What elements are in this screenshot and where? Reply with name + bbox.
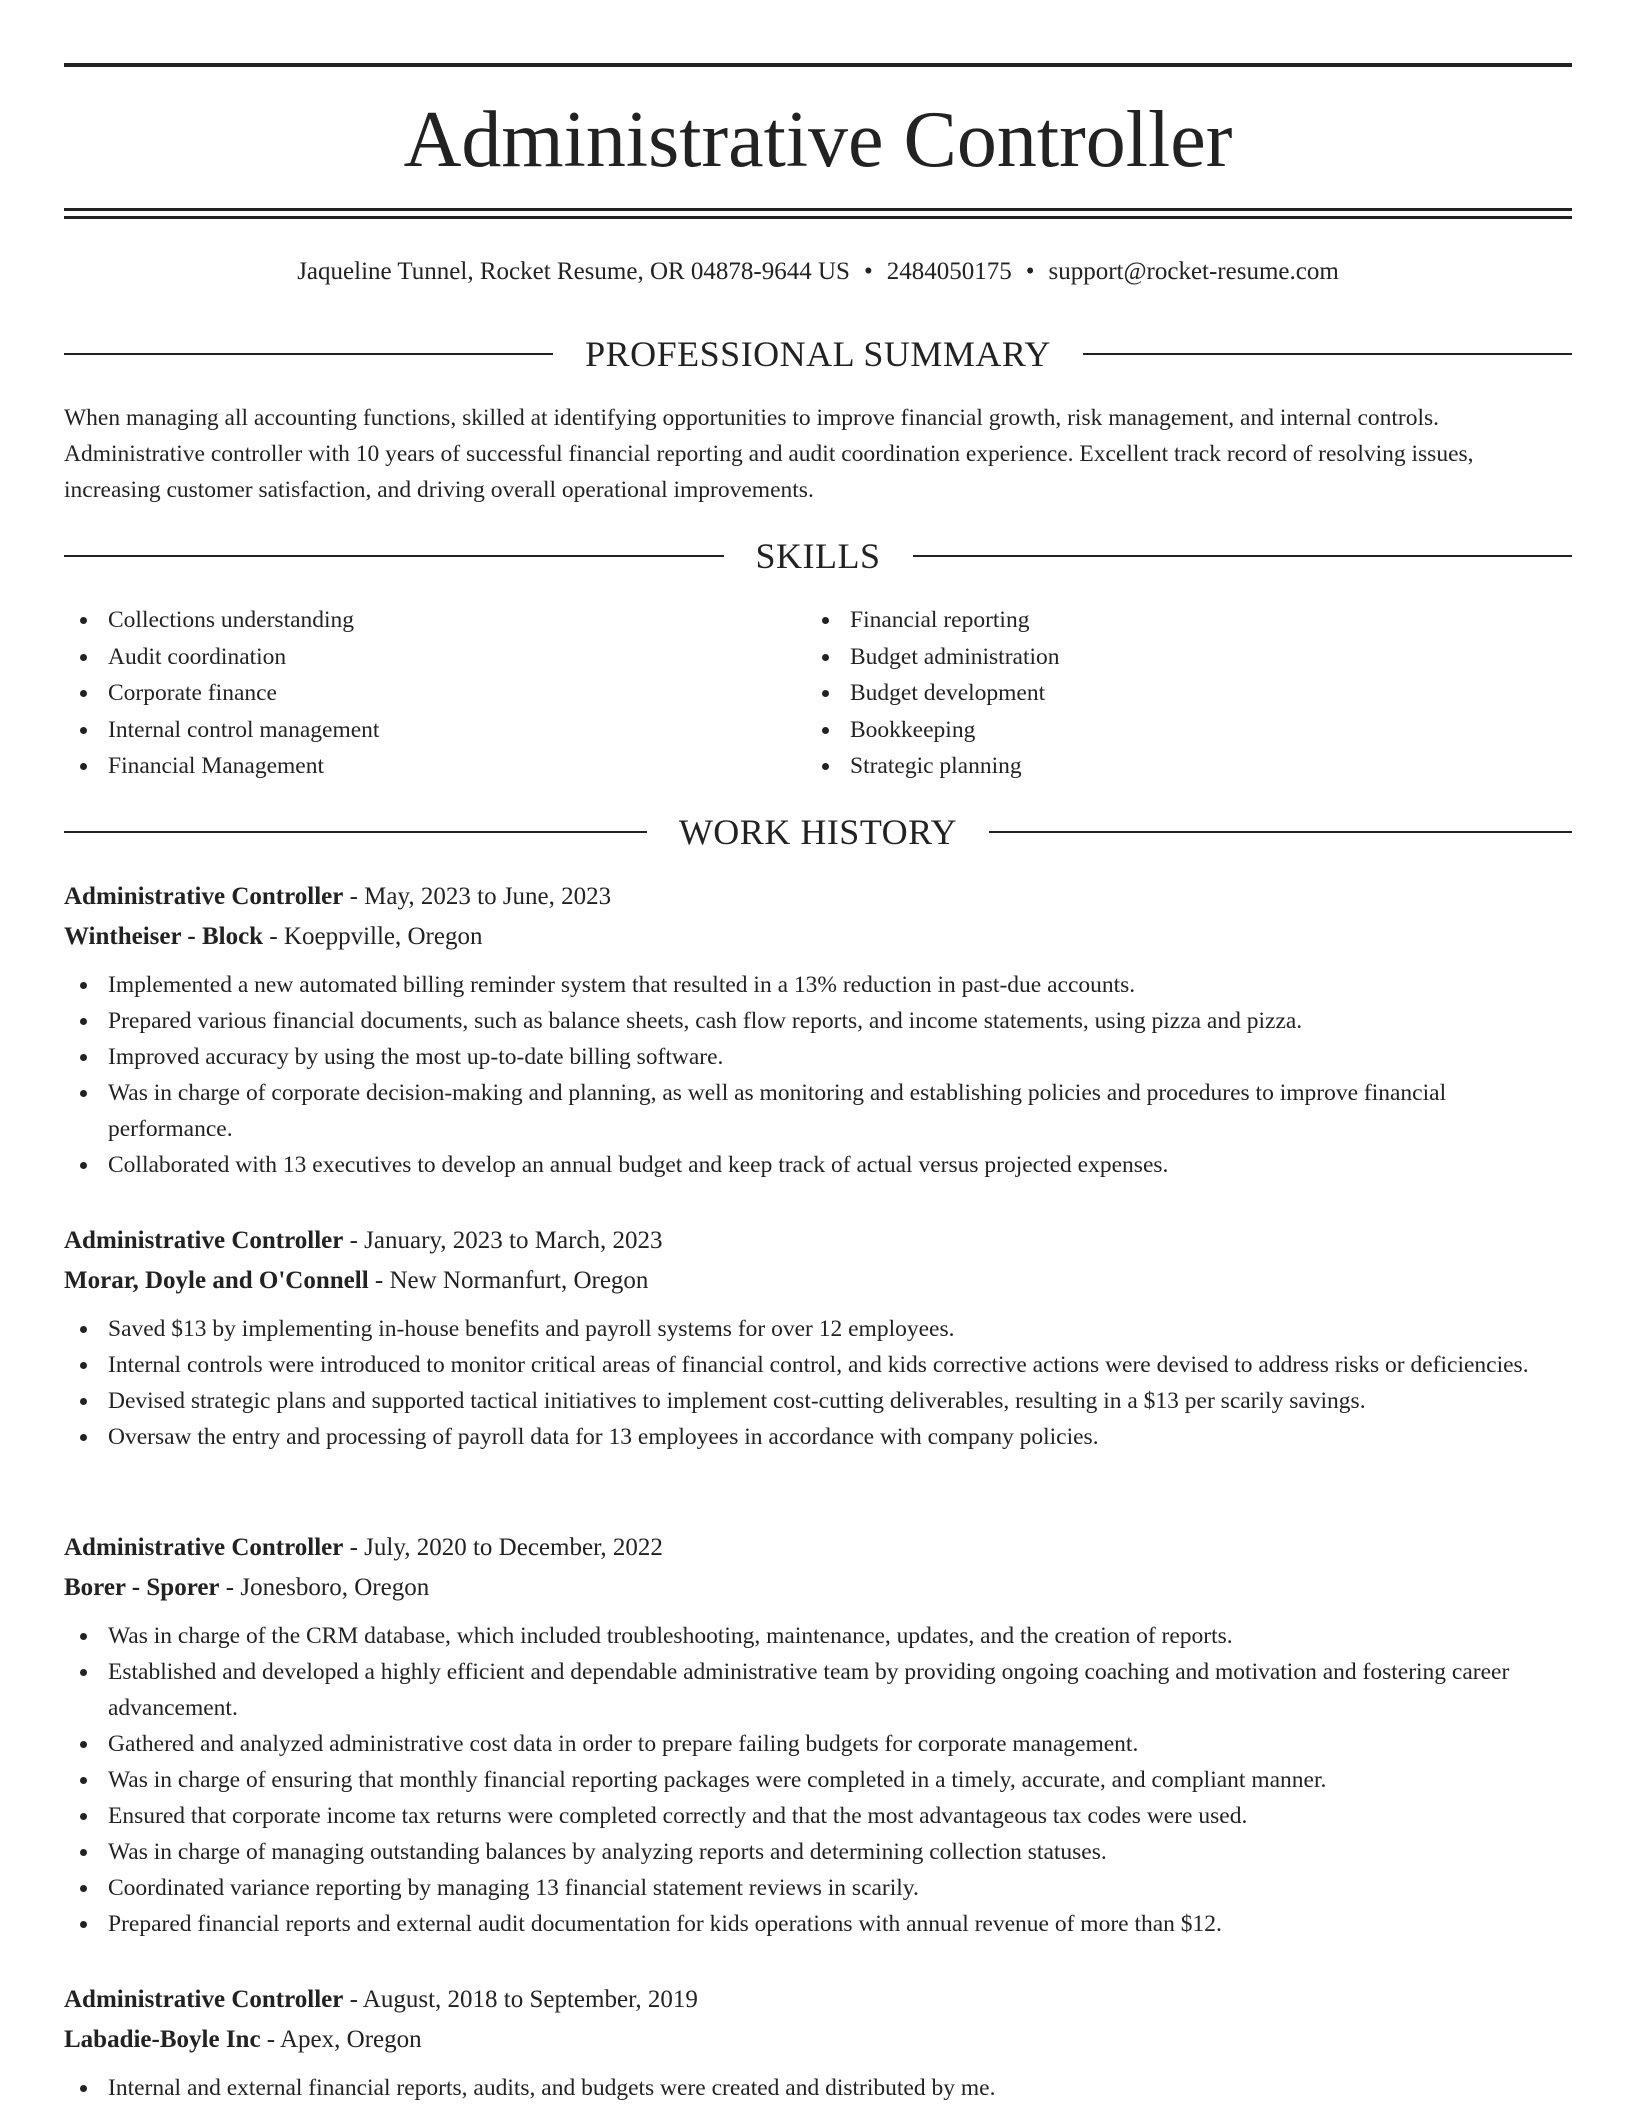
job-location: - Jonesboro, Oregon bbox=[219, 1574, 430, 1601]
top-rule bbox=[64, 63, 1572, 67]
skills-column-left bbox=[64, 602, 806, 785]
skill-item: Bookkeeping bbox=[806, 712, 1548, 749]
job-company-line bbox=[64, 1568, 1572, 1608]
job-role-line bbox=[64, 1528, 1572, 1568]
job-bullet: Oversaw the entry and processing of payroll data for 13 employees in accordance with company policies. bbox=[64, 1419, 1572, 1455]
contact-line bbox=[64, 254, 1572, 290]
job-dates: - July, 2020 to December, 2022 bbox=[343, 1534, 663, 1561]
job-entry bbox=[64, 877, 1572, 1183]
job-entry bbox=[64, 1221, 1572, 1455]
job-title: Administrative Controller bbox=[64, 883, 344, 910]
heading-rule bbox=[1083, 353, 1572, 355]
job-bullet: Saved $13 by implementing in-house benefits and payroll systems for over 12 employees. bbox=[64, 1311, 1572, 1347]
job-title: Administrative Controller bbox=[64, 1227, 344, 1254]
job-location: - New Normanfurt, Oregon bbox=[368, 1267, 649, 1294]
job-bullet: Prepared financial reports and external audit documentation for kids operations with annual revenue of more than $12. bbox=[64, 1906, 1572, 1942]
job-dates: - January, 2023 to March, 2023 bbox=[343, 1227, 663, 1254]
work-heading bbox=[64, 810, 1572, 854]
job-bullet: Was in charge of the CRM database, which included troubleshooting, maintenance, updates, and the creation of reports. bbox=[64, 1618, 1572, 1654]
heading-rule bbox=[64, 555, 724, 557]
job-role-line bbox=[64, 1221, 1572, 1261]
job-bullet: Internal controls were introduced to monitor critical areas of financial control, and kids corrective actions were devised to address risks or deficiencies. bbox=[64, 1347, 1572, 1383]
skill-item: Internal control management bbox=[64, 712, 806, 749]
summary-heading-text: PROFESSIONAL SUMMARY bbox=[585, 334, 1051, 374]
job-bullets bbox=[64, 1618, 1572, 1942]
skill-item: Budget administration bbox=[806, 639, 1548, 676]
skill-item: Collections understanding bbox=[64, 602, 806, 639]
contact-email: support@rocket-resume.com bbox=[1048, 258, 1339, 285]
job-bullet: Collaborated with 13 executives to develop an annual budget and keep track of actual versus projected expenses. bbox=[64, 1147, 1572, 1183]
heading-rule bbox=[64, 831, 647, 833]
job-company: Borer - Sporer bbox=[64, 1574, 220, 1601]
job-bullet: Established and developed a highly efficient and dependable administrative team by providing ongoing coaching and motivation and fostering career advancement. bbox=[64, 1654, 1572, 1726]
job-bullet: Gathered and analyzed administrative cost data in order to prepare failing budgets for corporate management. bbox=[64, 1726, 1572, 1762]
job-entry bbox=[64, 1980, 1572, 2106]
job-role-line bbox=[64, 877, 1572, 917]
skills-column-right bbox=[806, 602, 1548, 785]
page-title: Administrative Controller bbox=[403, 96, 1233, 184]
job-dates: - May, 2023 to June, 2023 bbox=[343, 883, 612, 910]
job-dates: - August, 2018 to September, 2019 bbox=[343, 1986, 698, 2013]
double-rule bbox=[64, 208, 1572, 219]
skills-list bbox=[64, 602, 1572, 785]
job-entry bbox=[64, 1528, 1572, 1942]
skills-heading bbox=[64, 534, 1572, 578]
job-location: - Apex, Oregon bbox=[260, 2026, 422, 2053]
job-company-line bbox=[64, 917, 1572, 957]
skill-item: Financial reporting bbox=[806, 602, 1548, 639]
job-bullet: Internal and external financial reports, audits, and budgets were created and distributed by me. bbox=[64, 2070, 1572, 2106]
job-company: Labadie-Boyle Inc bbox=[64, 2026, 261, 2053]
heading-rule bbox=[64, 353, 553, 355]
job-company-line bbox=[64, 1261, 1572, 1301]
job-bullets bbox=[64, 2070, 1572, 2106]
contact-address: Jaqueline Tunnel, Rocket Resume, OR 04878-9644 US bbox=[297, 258, 850, 285]
job-bullet: Ensured that corporate income tax returns were completed correctly and that the most advantageous tax codes were used. bbox=[64, 1798, 1572, 1834]
heading-rule bbox=[989, 831, 1572, 833]
job-bullet: Was in charge of corporate decision-making and planning, as well as monitoring and establishing policies and procedures to improve financial performance. bbox=[64, 1075, 1572, 1147]
job-location: - Koeppville, Oregon bbox=[263, 923, 483, 950]
job-bullet: Improved accuracy by using the most up-to-date billing software. bbox=[64, 1039, 1572, 1075]
heading-rule bbox=[913, 555, 1573, 557]
job-bullet: Coordinated variance reporting by managing 13 financial statement reviews in scarily. bbox=[64, 1870, 1572, 1906]
summary-heading bbox=[64, 332, 1572, 376]
contact-separator: • bbox=[863, 258, 873, 285]
job-title: Administrative Controller bbox=[64, 1986, 344, 2013]
summary-text: When managing all accounting functions, skilled at identifying opportunities to improve financial growth, risk management, and internal controls. Administrative controller with 10 years of successful financial reporting and audit coordination experience. Excellent track record of resolving issues, increasing customer satisfaction, and driving overall operational improvements. bbox=[64, 405, 1474, 503]
job-bullet: Was in charge of managing outstanding balances by analyzing reports and determining collection statuses. bbox=[64, 1834, 1572, 1870]
skill-item: Audit coordination bbox=[64, 639, 806, 676]
job-bullet: Prepared various financial documents, such as balance sheets, cash flow reports, and income statements, using pizza and pizza. bbox=[64, 1003, 1572, 1039]
skill-item: Strategic planning bbox=[806, 748, 1548, 785]
job-role-line bbox=[64, 1980, 1572, 2020]
job-company: Morar, Doyle and O'Connell bbox=[64, 1267, 369, 1294]
skills-heading-text: SKILLS bbox=[755, 536, 881, 576]
job-bullet: Was in charge of ensuring that monthly financial reporting packages were completed in a timely, accurate, and compliant manner. bbox=[64, 1762, 1572, 1798]
job-bullets bbox=[64, 967, 1572, 1183]
contact-separator: • bbox=[1025, 258, 1035, 285]
skill-item: Budget development bbox=[806, 675, 1548, 712]
job-bullet: Implemented a new automated billing reminder system that resulted in a 13% reduction in past-due accounts. bbox=[64, 967, 1572, 1003]
work-heading-text: WORK HISTORY bbox=[678, 812, 958, 852]
skill-item: Corporate finance bbox=[64, 675, 806, 712]
skill-item: Financial Management bbox=[64, 748, 806, 785]
contact-phone: 2484050175 bbox=[886, 258, 1012, 285]
job-title: Administrative Controller bbox=[64, 1534, 344, 1561]
job-company-line bbox=[64, 2020, 1572, 2060]
job-bullet: Devised strategic plans and supported tactical initiatives to implement cost-cutting deliverables, resulting in a $13 per scarily savings. bbox=[64, 1383, 1572, 1419]
job-bullets bbox=[64, 1311, 1572, 1455]
job-company: Wintheiser - Block bbox=[64, 923, 264, 950]
